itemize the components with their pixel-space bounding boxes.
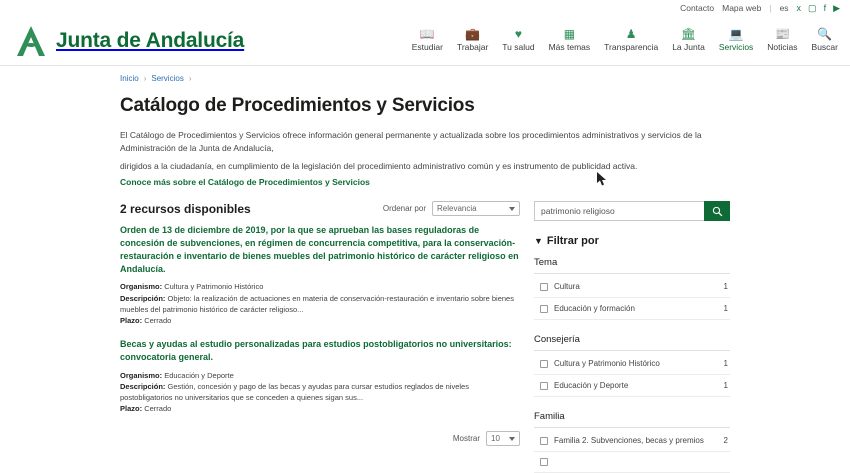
descripcion-value: Objeto: la realización de actuaciones en materia de conservación-restauración e inventario sobre bienes muebles del patrimonio histórico de carácter religioso... <box>120 293 514 314</box>
heart-icon: ♥ <box>514 26 522 41</box>
facet-row-partial[interactable] <box>534 452 730 473</box>
descripcion-value: Gestión, concesión y pago de las becas y ayudas para cursar estudios reglados de niveles postobligatorios no universitarios que se conceden a quienes sigan sus... <box>120 381 469 403</box>
facet-option-familia-2[interactable] <box>534 430 730 452</box>
result-descripcion <box>120 381 520 404</box>
page-size-select[interactable]: 10 <box>486 431 520 446</box>
plazo-label: Plazo: <box>120 404 143 414</box>
lang-separator: | <box>769 3 772 13</box>
learn-more-link[interactable]: Conoce más sobre el Catálogo de Procedimientos y Servicios <box>120 177 370 188</box>
nav-item-la-junta[interactable] <box>672 28 705 52</box>
nav-item-buscar[interactable] <box>812 28 838 52</box>
facet-group-title-tema: Tema <box>534 257 730 274</box>
nav-label: Buscar <box>811 41 838 52</box>
facet-group-title-familia: Familia <box>534 411 730 428</box>
page-size-control <box>120 431 520 446</box>
result-descripcion <box>120 293 520 316</box>
facet-count: 1 <box>723 381 728 391</box>
chevron-right-icon: › <box>188 74 192 83</box>
facet-label: Educación y formación <box>554 304 635 314</box>
facet-option-cultura-patrimonio[interactable] <box>534 353 730 375</box>
facet-label: Familia 2. Subvenciones, becas y premios <box>554 436 704 446</box>
checkbox-icon[interactable] <box>540 305 548 313</box>
intro-paragraph-2: dirigidos a la ciudadanía, en cumplimiento de la legislación del procedimiento administrativo común y es instrumento de publicidad activa. <box>120 160 638 171</box>
twitter-icon[interactable]: x <box>796 3 802 13</box>
nav-item-trabajar[interactable] <box>457 28 488 52</box>
nav-label: Tu salud <box>502 41 535 52</box>
facet-option-educacion-formacion[interactable] <box>534 298 730 320</box>
facet-count: 1 <box>723 304 728 314</box>
grid-icon: ▦ <box>563 26 576 41</box>
checkbox-icon[interactable] <box>540 283 548 291</box>
nav-label: Noticias <box>767 41 798 52</box>
nav-item-transparencia[interactable] <box>604 28 658 52</box>
plazo-label: Plazo: <box>120 316 143 326</box>
organismo-value: Educación y Deporte <box>164 370 234 380</box>
funnel-icon: ▼ <box>534 236 543 247</box>
facet-count: 1 <box>723 282 728 292</box>
nav-label: Más temas <box>548 41 591 52</box>
building-icon: 🏛 <box>680 26 697 41</box>
filters-column <box>534 201 730 473</box>
results-header <box>120 201 520 216</box>
plazo-value: Cerrado <box>144 316 172 326</box>
brand-home-link[interactable] <box>12 23 244 59</box>
contact-link[interactable]: Contacto <box>680 3 715 13</box>
nav-item-estudiar[interactable] <box>412 28 443 52</box>
organismo-value: Cultura y Patrimonio Histórico <box>164 282 264 292</box>
facet-option-cultura[interactable] <box>534 276 730 298</box>
filters-heading <box>534 235 730 247</box>
facet-label: Cultura y Patrimonio Histórico <box>554 359 660 369</box>
result-title-link[interactable]: Becas y ayudas al estudio personalizadas para estudios postobligatorios no universitarios: convocatoria general. <box>120 339 512 363</box>
result-item <box>120 334 520 422</box>
instagram-icon[interactable]: ▢ <box>808 2 817 13</box>
content-columns <box>120 201 730 473</box>
page-content <box>0 95 850 473</box>
facet-label: Cultura <box>554 282 580 292</box>
checkbox-icon[interactable] <box>540 382 548 390</box>
brand-text: Junta de Andalucía <box>56 28 245 52</box>
chevron-right-icon: › <box>143 74 147 83</box>
site-header <box>0 16 850 66</box>
search-button[interactable] <box>704 201 730 221</box>
search-input[interactable] <box>534 201 704 221</box>
briefcase-icon: 💼 <box>465 26 481 41</box>
result-organismo <box>120 281 520 292</box>
nav-label: Servicios <box>718 41 754 52</box>
organismo-label: Organismo: <box>120 370 163 380</box>
results-count: 2 recursos disponibles <box>120 201 251 216</box>
facet-label: Educación y Deporte <box>554 381 629 391</box>
lang-es-link[interactable]: es <box>779 3 789 13</box>
search-icon: 🔍 <box>817 26 833 41</box>
main-nav <box>412 28 838 54</box>
person-icon: ♟ <box>625 26 637 41</box>
breadcrumb-item-inicio[interactable]: Inicio <box>120 74 139 83</box>
nav-label: La Junta <box>672 41 705 52</box>
result-organismo <box>120 370 520 381</box>
news-icon: 📰 <box>774 26 790 41</box>
order-by-select[interactable]: Relevancia <box>432 201 520 216</box>
checkbox-icon[interactable] <box>540 437 548 445</box>
organismo-label: Organismo: <box>120 282 163 292</box>
nav-item-mas-temas[interactable] <box>549 28 591 52</box>
facebook-icon[interactable]: f <box>823 3 827 13</box>
sitemap-link[interactable]: Mapa web <box>722 3 762 13</box>
facet-group-title-consejeria: Consejería <box>534 334 730 351</box>
utility-bar <box>0 0 850 16</box>
descripcion-label: Descripción: <box>120 293 166 303</box>
checkbox-icon[interactable] <box>540 360 548 368</box>
checkbox-icon[interactable] <box>540 458 548 466</box>
junta-logo-icon <box>12 23 50 59</box>
order-by-control <box>383 201 520 216</box>
facet-count: 2 <box>723 436 728 446</box>
intro-paragraph-1: El Catálogo de Procedimientos y Servicios ofrece información general permanente y actualizada sobre los procedimientos administrativos y servicios de la Administración de la Junta de Andalucía, <box>120 130 702 153</box>
nav-label: Transparencia <box>604 41 659 52</box>
youtube-icon[interactable]: ▶ <box>833 2 840 13</box>
plazo-value: Cerrado <box>144 404 172 414</box>
result-plazo <box>120 403 520 414</box>
nav-item-noticias[interactable] <box>767 28 797 52</box>
descripcion-label: Descripción: <box>120 381 166 391</box>
search-icon <box>712 206 723 217</box>
nav-item-servicios[interactable] <box>719 28 753 52</box>
order-by-label: Ordenar por <box>382 204 426 214</box>
result-title-link[interactable]: Orden de 13 de diciembre de 2019, por la que se aprueban las bases reguladoras de concesión de subvenciones, en régimen de concurrencia competitiva, para la conservación-restauración e inventario de bienes muebles del patrimonio histórico de carácter religioso en Andalucía. <box>120 225 519 275</box>
social-links <box>797 3 840 14</box>
page-title: Catálogo de Procedimientos y Servicios <box>120 95 475 116</box>
facet-count: 1 <box>723 359 728 369</box>
book-icon: 📖 <box>419 26 435 41</box>
nav-item-tu-salud[interactable] <box>502 28 534 52</box>
filters-heading-label: Filtrar por <box>546 235 599 248</box>
search-form <box>534 201 730 221</box>
results-column <box>120 201 520 473</box>
result-plazo <box>120 315 520 326</box>
breadcrumb-item-servicios[interactable]: Servicios <box>151 74 184 83</box>
result-item <box>120 220 520 334</box>
monitor-icon: 💻 <box>728 26 744 41</box>
nav-label: Estudiar <box>411 41 443 52</box>
breadcrumb <box>0 66 850 87</box>
facet-option-educacion-deporte[interactable] <box>534 375 730 397</box>
nav-label: Trabajar <box>456 41 489 52</box>
page-size-label: Mostrar <box>452 433 480 443</box>
